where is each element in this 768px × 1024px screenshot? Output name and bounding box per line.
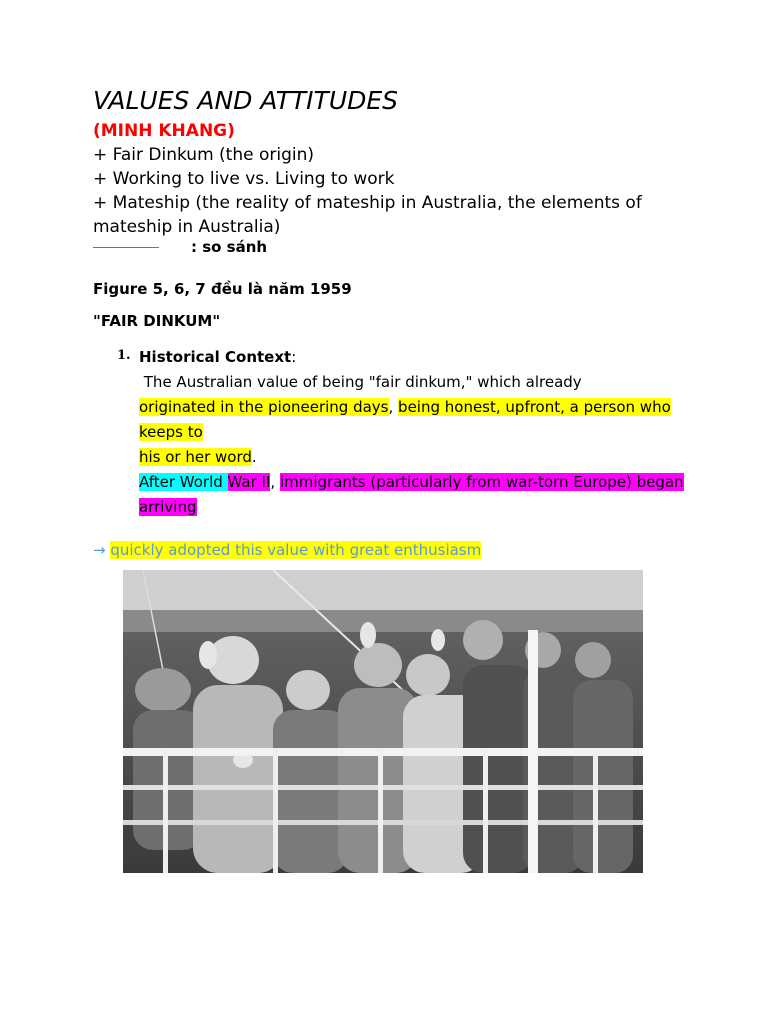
compare-divider-line: [93, 247, 159, 248]
origin-paragraph: [139, 395, 693, 470]
topic-mateship: + Mateship (the reality of mateship in Australia, the elements of mateship in Australia): [93, 193, 642, 237]
list-item-body: [139, 345, 693, 520]
list-number: 1.: [117, 348, 131, 363]
compare-note-text: : so sánh: [191, 238, 268, 256]
intro-text: The Australian value of being "fair dinkum," which already: [139, 373, 582, 391]
immigrants-highlight: immigrants (particularly from war-torn Europe) began arriving: [139, 473, 684, 516]
topic-working-to-live: + Working to live vs. Living to work: [93, 169, 395, 189]
after-world-highlight: After World: [139, 473, 228, 491]
topic-fair-dinkum: + Fair Dinkum (the origin): [93, 145, 315, 165]
section-title: "FAIR DINKUM": [93, 312, 221, 330]
figure-note: Figure 5, 6, 7 đều là năm 1959: [93, 280, 352, 298]
compare-note: [93, 239, 693, 265]
numbered-list: [93, 345, 693, 520]
ship-passengers-photo: [123, 570, 643, 873]
list-item-heading: Historical Context: [139, 348, 292, 366]
honest-highlight: being honest, upfront, a person who keeps to: [139, 398, 671, 441]
author-name: (MINH KHANG): [93, 121, 235, 141]
period: .: [251, 448, 257, 466]
war-highlight: War II: [227, 473, 271, 491]
list-item-heading-line: [139, 345, 693, 370]
document-page: [93, 86, 693, 559]
comma-1: ,: [388, 398, 399, 416]
adopted-highlight: quickly adopted this value with great enthusiasm: [110, 541, 482, 559]
adopted-line: [93, 541, 693, 559]
word-highlight: his or her word: [139, 448, 252, 466]
comma-2: ,: [270, 473, 280, 491]
immigration-paragraph: [139, 470, 693, 520]
origin-highlight: originated in the pioneering days: [139, 398, 389, 416]
document-title: VALUES AND ATTITUDES: [93, 86, 399, 115]
arrow-icon: →: [93, 541, 111, 559]
heading-colon: :: [291, 348, 297, 366]
